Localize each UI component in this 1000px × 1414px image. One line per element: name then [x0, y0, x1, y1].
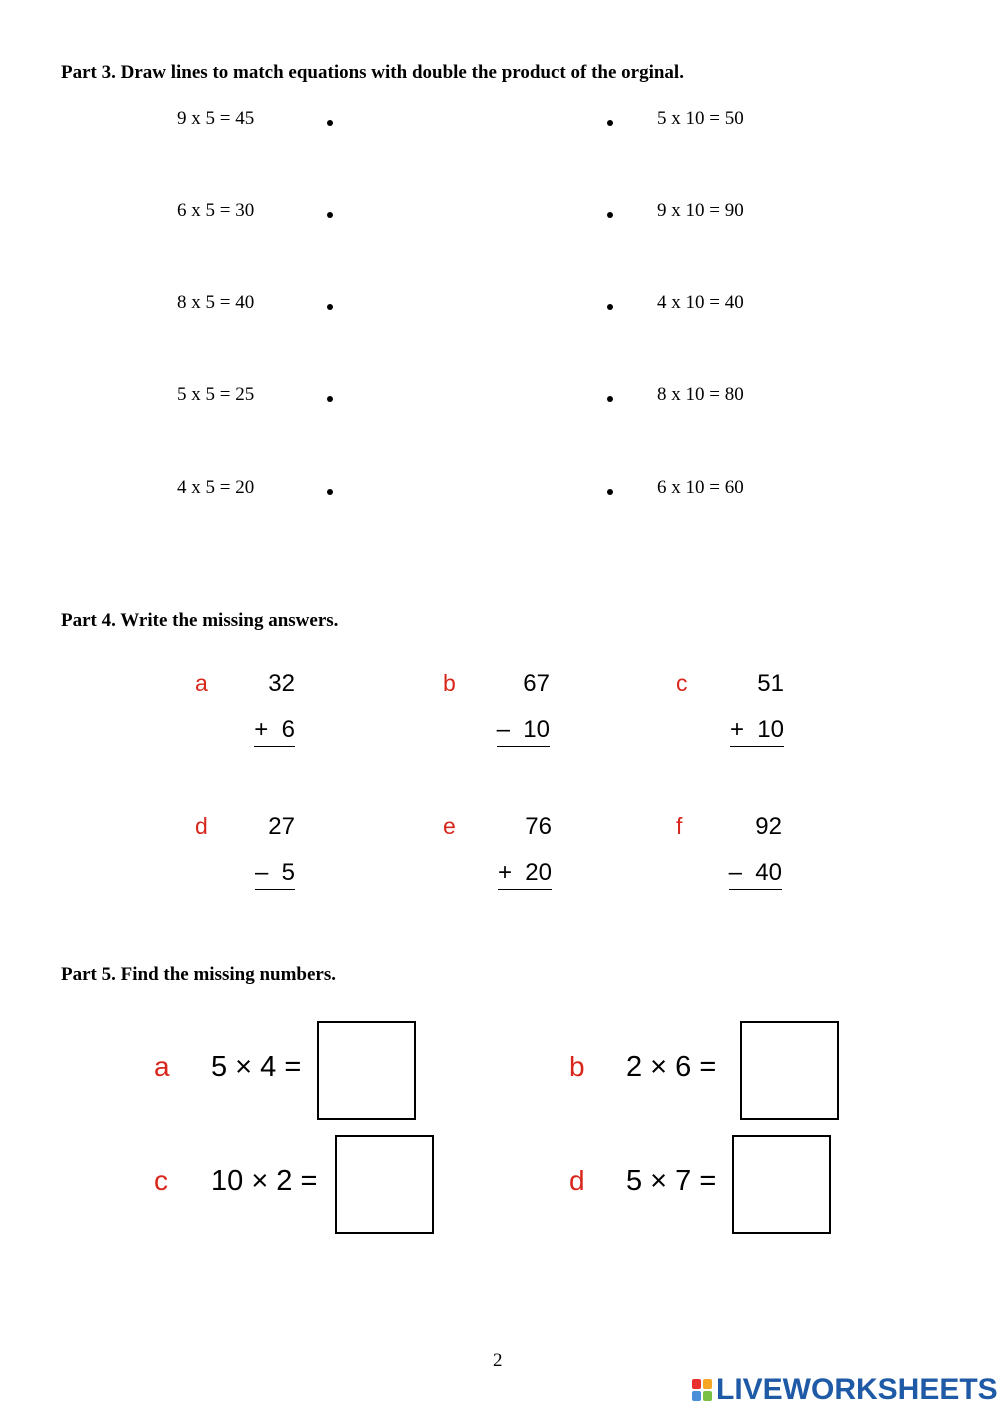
operand-line: + 10: [730, 716, 784, 747]
match-row: [0, 200, 1000, 230]
right-match-dot[interactable]: [607, 489, 613, 495]
right-equation: 8 x 10 = 80: [657, 384, 744, 405]
right-match-dot[interactable]: [607, 396, 613, 402]
right-match-dot[interactable]: [607, 304, 613, 310]
left-equation: 5 x 5 = 25: [177, 384, 255, 405]
page-number: 2: [493, 1350, 503, 1371]
item-letter: d: [195, 813, 208, 839]
top-number: 27: [268, 813, 295, 840]
right-equation: 5 x 10 = 50: [657, 108, 744, 129]
left-match-dot[interactable]: [327, 489, 333, 495]
item-letter: c: [676, 670, 688, 696]
mult-item-d: [569, 1135, 833, 1233]
match-row: [0, 384, 1000, 414]
sum-item-d[interactable]: [195, 813, 295, 903]
item-letter: b: [443, 670, 456, 696]
operand-line: – 10: [497, 716, 550, 747]
match-row: [0, 108, 1000, 138]
match-row: [0, 292, 1000, 322]
answer-box[interactable]: [732, 1135, 831, 1234]
part5-heading: Part 5. Find the missing numbers.: [61, 964, 336, 985]
top-number: 67: [523, 670, 550, 697]
multiplication-expression: 2 × 6 =: [626, 1051, 717, 1083]
left-equation: 4 x 5 = 20: [177, 477, 255, 498]
sum-item-a[interactable]: [195, 670, 295, 760]
left-match-dot[interactable]: [327, 212, 333, 218]
multiplication-expression: 10 × 2 =: [211, 1165, 318, 1197]
right-match-dot[interactable]: [607, 212, 613, 218]
multiplication-expression: 5 × 4 =: [211, 1051, 302, 1083]
item-letter: f: [676, 813, 683, 839]
brand-icon: [692, 1379, 712, 1401]
right-equation: 6 x 10 = 60: [657, 477, 744, 498]
brand-name: LIVEWORKSHEETS: [716, 1373, 998, 1406]
top-number: 92: [755, 813, 782, 840]
sum-item-b[interactable]: [443, 670, 550, 760]
answer-box[interactable]: [317, 1021, 416, 1120]
part4-heading: Part 4. Write the missing answers.: [61, 610, 339, 631]
mult-item-c: [154, 1135, 437, 1233]
multiplication-expression: 5 × 7 =: [626, 1165, 717, 1197]
answer-box[interactable]: [335, 1135, 434, 1234]
item-letter: e: [443, 813, 456, 839]
left-match-dot[interactable]: [327, 120, 333, 126]
right-equation: 4 x 10 = 40: [657, 292, 744, 313]
sum-item-e[interactable]: [443, 813, 552, 903]
top-number: 76: [525, 813, 552, 840]
operand-line: + 20: [498, 859, 552, 890]
item-letter: b: [569, 1051, 585, 1082]
left-equation: 6 x 5 = 30: [177, 200, 255, 221]
top-number: 51: [757, 670, 784, 697]
operand-line: – 5: [255, 859, 295, 890]
right-match-dot[interactable]: [607, 120, 613, 126]
item-letter: a: [154, 1051, 170, 1082]
item-letter: d: [569, 1165, 585, 1196]
left-equation: 9 x 5 = 45: [177, 108, 255, 129]
operand-line: + 6: [254, 716, 295, 747]
left-match-dot[interactable]: [327, 396, 333, 402]
match-row: [0, 477, 1000, 507]
sum-item-f[interactable]: [676, 813, 782, 903]
left-equation: 8 x 5 = 40: [177, 292, 255, 313]
top-number: 32: [268, 670, 295, 697]
liveworksheets-logo: [692, 1374, 998, 1406]
right-equation: 9 x 10 = 90: [657, 200, 744, 221]
mult-item-a: [154, 1021, 419, 1119]
item-letter: c: [154, 1165, 168, 1196]
left-match-dot[interactable]: [327, 304, 333, 310]
sum-item-c[interactable]: [676, 670, 784, 760]
part3-heading: Part 3. Draw lines to match equations with double the product of the orginal.: [61, 62, 684, 83]
item-letter: a: [195, 670, 208, 696]
mult-item-b: [569, 1021, 841, 1119]
operand-line: – 40: [729, 859, 782, 890]
answer-box[interactable]: [740, 1021, 839, 1120]
